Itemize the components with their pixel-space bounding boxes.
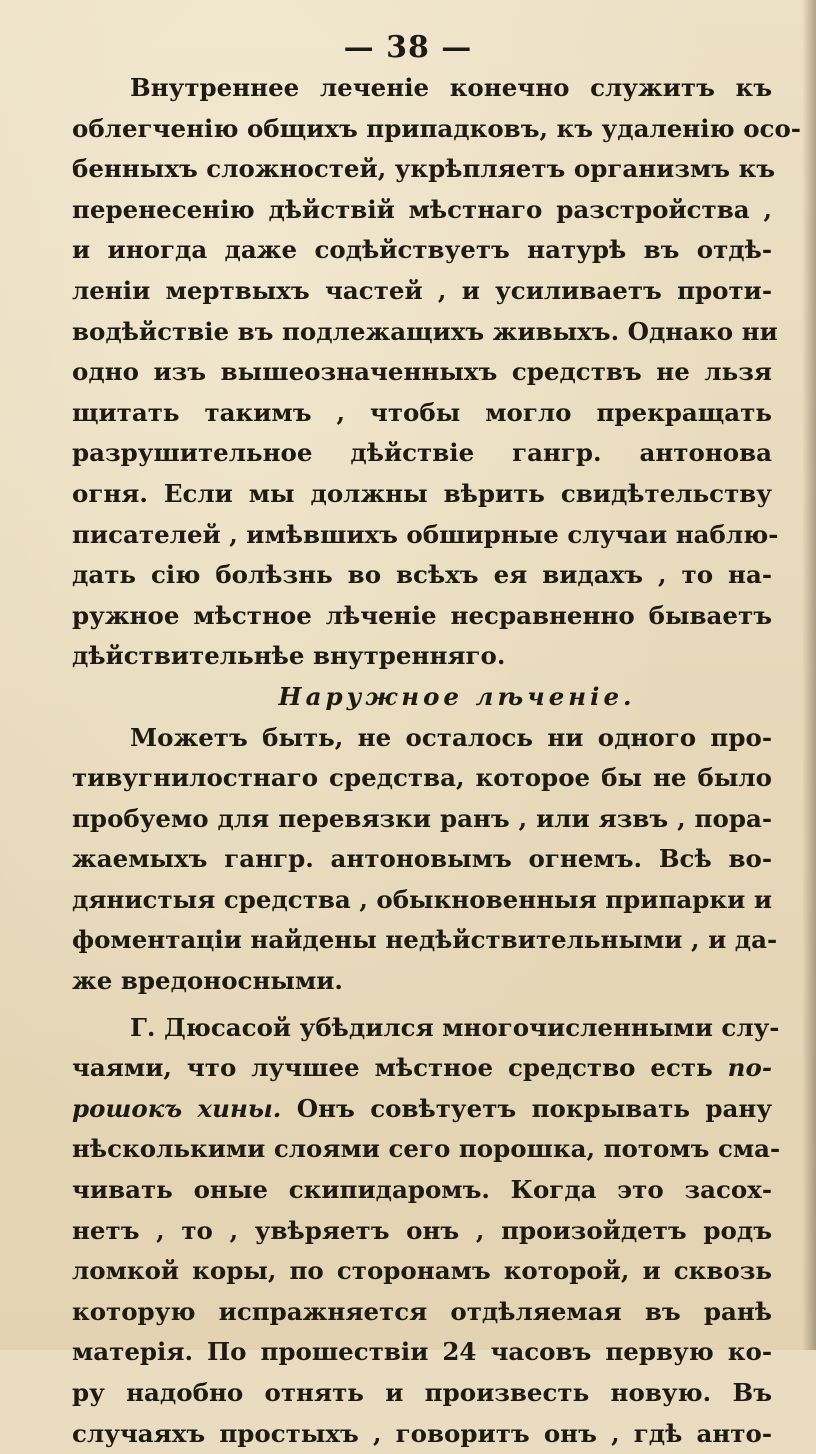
text-line: разрушительное дѣйствіе гангр. антонова [72, 438, 772, 468]
body-text [72, 68, 801, 1454]
paragraph-external-treatment [72, 718, 778, 1002]
text-run: чаями, что лучшее мѣстное средство есть [72, 1053, 728, 1083]
italic-term: рошокъ хины. [72, 1093, 282, 1123]
text-line: Г. Дюсасой убѣдился многочисленными слу- [130, 1012, 780, 1042]
paragraph-internal-treatment [72, 68, 801, 677]
page-edge-shadow [802, 0, 816, 1350]
text-line: Можетъ быть, не осталось ни одного про- [130, 722, 772, 752]
section-heading: Наружное лѣченіе. [278, 681, 636, 711]
text-line: и иногда даже содѣйствуетъ натурѣ въ отдѣ- [72, 235, 772, 265]
text-line: огня. Если мы должны вѣрить свидѣтельству [72, 478, 772, 508]
text-line: жаемыхъ гангр. антоновымъ огнемъ. Всѣ во- [72, 844, 772, 874]
italic-term: по- [727, 1053, 772, 1083]
text-line: тивугнилостнаго средства, которое бы не было [72, 763, 772, 793]
text-line: которую испражняется отдѣляемая въ ранѣ [72, 1296, 772, 1326]
text-line: одно изъ вышеозначенныхъ средствъ не льзя [72, 357, 772, 387]
text-line: же вредоносными. [72, 966, 343, 996]
text-line [72, 1089, 772, 1130]
text-line: пробуемо для перевязки ранъ , или язвъ , пора- [72, 803, 772, 833]
text-line: ру надобно отнять и произвесть новую. Въ [72, 1378, 772, 1407]
text-line: ружное мѣстное лѣченіе несравненно бываетъ [72, 600, 772, 630]
page-number: — 38 — [343, 30, 473, 65]
text-line: нетъ , то , увѣряетъ онъ , произойдетъ родъ [72, 1215, 772, 1245]
text-line: нѣсколькими слоями сего порошка, потомъ сма- [72, 1134, 781, 1164]
text-line: чивать оные скипидаромъ. Когда это засох- [72, 1175, 772, 1205]
text-line [72, 1048, 772, 1089]
text-line: ломкой коры, по сторонамъ которой, и сквозь [72, 1256, 772, 1286]
text-line: дянистыя средства , обыкновенныя припарки и [72, 884, 772, 914]
text-line: щитать такимъ , чтобы могло прекращать [72, 397, 772, 427]
text-line: дать сію болѣзнь во всѣхъ ея видахъ , то на- [72, 560, 772, 590]
text-line: фоментаціи найдены недѣйствительными , и да- [72, 925, 778, 955]
text-line: Внутреннее леченіе конечно служитъ къ [130, 73, 772, 102]
text-line: дѣйствительнѣе внутренняго. [72, 641, 506, 671]
text-line: бенныхъ сложностей, укрѣпляетъ организмъ къ [72, 154, 776, 184]
text-line: облегченію общихъ припадковъ, къ удаленію осо- [72, 113, 801, 143]
paragraph-dussasoy [72, 1008, 781, 1454]
text-line: водѣйствіе въ подлежащихъ живыхъ. Однако ни [72, 316, 778, 346]
text-line: леніи мертвыхъ частей , и усиливаетъ проти- [72, 275, 772, 305]
text-run: Онъ совѣтуетъ покрывать рану [281, 1093, 773, 1123]
text-line: матерія. По прошествіи 24 часовъ первую ко- [72, 1337, 772, 1367]
text-line: случаяхъ простыхъ , говоритъ онъ , гдѣ анто- [72, 1418, 772, 1448]
text-line: перенесенію дѣйствій мѣстнаго разстройства , [72, 194, 772, 224]
text-line: писателей , имѣвшихъ обширные случаи наблю- [72, 519, 779, 549]
